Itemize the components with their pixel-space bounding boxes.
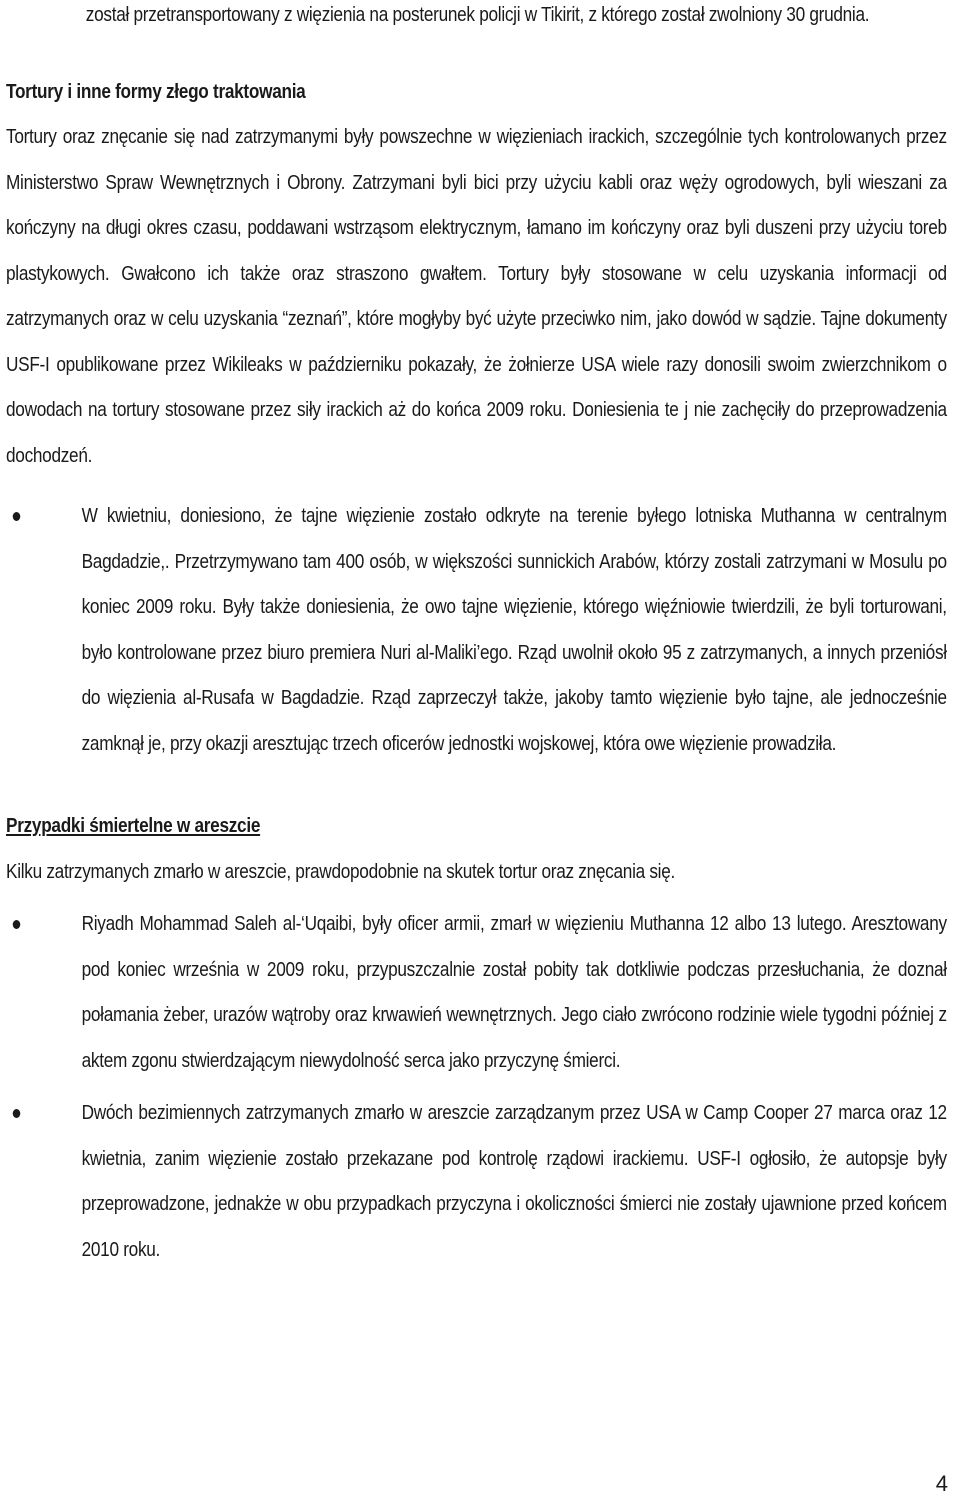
list-item [6,901,947,1083]
deaths-paragraph: Kilku zatrzymanych zmarło w areszcie, prawdopodobnie na skutek tortur oraz znęcania się. [6,859,675,883]
intro-paragraph: został przetransportowany z więzienia na posterunek policji w Tikirit, z którego został zwolniony 30 grudnia. [85,3,870,26]
list-item [6,493,947,766]
list-item-text: Riyadh Mohammad Saleh al-‘Uqaibi, były oficer armii, zmarł w więzieniu Muthanna 12 albo 13 lutego. Aresztowany pod koniec września w 2009 roku, przypuszczalnie został pobity tak dotkliwie podczas przesłuchania, że doznał połamania żeber, urazów wątroby oraz krwawień wewnętrznych. Jego ciało zwrócono rodzinie wiele tygodni później z aktem zgonu stwierdzającym niewydolność serca jako przyczynę śmierci. [81,912,947,1072]
list-item [6,1090,947,1272]
bullet-icon [13,1109,21,1118]
bullet-icon [13,512,21,521]
section-heading-torture: Tortury i inne formy złego traktowania [6,79,306,103]
document-body [6,0,947,1272]
page-number: 4 [935,1471,948,1496]
list-item-text: Dwóch bezimiennych zatrzymanych zmarło w areszcie zarządzanym przez USA w Camp Cooper 27 marca oraz 12 kwietnia, zanim więzienie zostało przekazane pod kontrolę rządowi irackiemu. USF-I ogłosiło, że autopsje były przeprowadzone, jednakże w obu przypadkach przyczyna i okoliczności śmierci nie zostały ujawnione przed końcem 2010 roku. [81,1101,947,1261]
section-heading-deaths: Przypadki śmiertelne w areszcie [6,814,261,837]
torture-paragraph: Tortury oraz znęcanie się nad zatrzymanymi były powszechne w więzieniach irackich, szczególnie tych kontrolowanych przez Ministerstwo Spraw Wewnętrznych i Obrony. Zatrzymani byli bici przy użyciu kabli oraz węży ogrodowych, byli wieszani za kończyny na długi okres czasu, poddawani wstrząsom elektrycznym, łamano im kończyny oraz byli duszeni przy użyciu toreb plastykowych. Gwałcono ich także oraz straszono gwałtem. Tortury były stosowane w celu uzyskania informacji od zatrzymanych oraz w celu uzyskania “zeznań”, które mogłyby być użyte przeciwko nim, jako dowód w sądzie. Tajne dokumenty USF-I opublikowane przez Wikileaks w październiku pokazały, że żołnierze USA wiele razy donosili swoim zwierzchnikom o dowodach na tortury stosowane przez siły irackich aż do końca 2009 roku. Doniesienia te j nie zachęciły do przeprowadzenia dochodzeń. [6,125,947,467]
bullet-icon [13,920,21,929]
list-item-text: W kwietniu, doniesiono, że tajne więzienie zostało odkryte na terenie byłego lotniska Muthanna w centralnym Bagdadzie,. Przetrzymywano tam 400 osób, w większości sunnickich Arabów, którzy zostali zatrzymani w Mosulu po koniec 2009 roku. Były także doniesienia, że owo tajne więzienie, którego więźniowie twierdzili, że byli torturowani, było kontrolowane przez biuro premiera Nuri al-Maliki’ego. Rząd uwolnił około 95 z zatrzymanych, a innych przeniósł do więzienia al-Rusafa w Bagdadzie. Rząd zaprzeczył także, jakoby tamto więzienie było tajne, ale jednocześnie zamknął je, przy okazji aresztując trzech oficerów jednostki wojskowej, która owe więzienie prowadziła. [81,504,947,755]
deaths-bullet-list [6,901,947,1272]
torture-bullet-list [6,493,947,766]
